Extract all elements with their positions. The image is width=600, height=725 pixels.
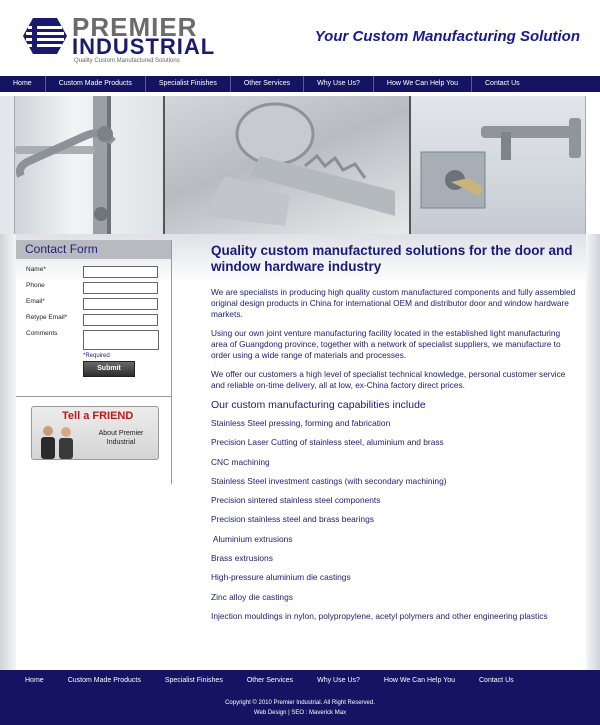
contact-form-title: Contact Form [16, 240, 171, 259]
footer-nav-how-we-can-help[interactable]: How We Can Help You [383, 676, 455, 684]
footer-nav [0, 670, 600, 690]
people-icon [36, 423, 80, 459]
capability-item: Injection mouldings in nylon, polypropylene, acetyl polymers and other engineering plastics [211, 610, 548, 621]
phone-label: Phone [26, 282, 45, 289]
right-shadow [586, 234, 600, 670]
capability-item: Precision sintered stainless steel components [211, 495, 381, 506]
banner-image-window-handle [15, 96, 165, 234]
nav-how-we-can-help[interactable]: How We Can Help You [374, 76, 472, 92]
capability-item: Stainless Steel pressing, forming and fabrication [211, 418, 391, 428]
footer-nav-specialist-finishes[interactable]: Specialist Finishes [164, 676, 223, 684]
capability-item: Zinc alloy die castings [211, 591, 293, 602]
capability-item: Brass extrusions [211, 553, 273, 564]
banner-image-door-lever [411, 96, 586, 234]
logo-text-premier: PREMIER [72, 12, 198, 42]
capability-item: Precision Laser Cutting of stainless steel, aluminium and brass [211, 437, 444, 448]
required-note: *Required [83, 353, 110, 359]
capability-item: High-pressure aluminium die castings [211, 572, 351, 583]
logo-text-industrial: INDUSTRIAL [72, 34, 216, 59]
site-slogan: Your Custom Manufacturing Solution [314, 28, 580, 45]
nav-other-services[interactable]: Other Services [231, 76, 304, 92]
credits-link[interactable]: Web Design | SEO : Maverick Max [253, 710, 347, 716]
capability-item: Stainless Steel investment castings (with secondary machining) [211, 475, 447, 486]
name-label: Name* [26, 266, 46, 273]
site-logo[interactable] [22, 12, 216, 64]
nav-specialist-finishes[interactable]: Specialist Finishes [146, 76, 231, 92]
banner-image-key-cylinder [165, 96, 411, 234]
capabilities-heading: Our custom manufacturing capabilities include [211, 399, 426, 411]
nav-home[interactable]: Home [0, 76, 46, 92]
site-header [0, 0, 600, 78]
tell-a-text: Tell a [62, 410, 90, 422]
nav-custom-made-products[interactable]: Custom Made Products [46, 76, 146, 92]
tell-a-friend-button[interactable] [31, 406, 159, 460]
submit-button[interactable]: Submit [83, 361, 135, 377]
footer-nav-why-use-us[interactable]: Why Use Us? [317, 676, 360, 684]
main-content [211, 243, 576, 630]
contact-form [16, 259, 171, 399]
capability-item: Aluminium extrusions [211, 533, 293, 544]
logo-tagline: Quality Custom Manufactured Solutions [74, 58, 180, 64]
capability-item: CNC machining [211, 456, 270, 467]
nav-contact-us[interactable]: Contact Us [485, 80, 520, 87]
footer-nav-other-services[interactable]: Other Services [246, 676, 294, 684]
email-input[interactable] [83, 298, 158, 310]
copyright [0, 698, 600, 718]
site-footer [0, 670, 600, 725]
nav-why-use-us[interactable]: Why Use Us? [304, 76, 374, 92]
capability-item: Precision stainless steel and brass bearings [211, 514, 374, 525]
comments-label: Comments [26, 330, 58, 337]
name-input[interactable] [83, 266, 158, 278]
facility-paragraph: Using our own joint venture manufacturing facility located in the established light manufacturing area of Guangdong province, together with a network of specialist suppliers, we manufacture to order using a wide range of materials and processes. [211, 328, 561, 360]
phone-input[interactable] [83, 282, 158, 294]
main-nav [0, 76, 600, 92]
copyright-text: Copyright © 2010 Premier Industrial. All Right Reserved. [225, 700, 375, 706]
logo-hexagon-icon [22, 16, 68, 56]
footer-nav-home[interactable]: Home [25, 676, 44, 684]
tell-a-friend-title [62, 410, 133, 422]
page-heading: Quality custom manufactured solutions for the door and window hardware industry [211, 243, 573, 274]
retype-email-label: Retype Email* [26, 314, 68, 321]
email-label: Email* [26, 298, 45, 305]
footer-nav-contact-us[interactable]: Contact Us [479, 676, 514, 684]
sidebar-divider [16, 396, 172, 397]
comments-textarea[interactable] [83, 330, 159, 350]
about-premier-text: About Premier Industrial [98, 430, 144, 446]
offer-paragraph: We offer our customers a high level of specialist technical knowledge, personal customer service and reliable on-time delivery, all at low, ex-China factory direct prices. [211, 369, 566, 390]
left-shadow [0, 234, 16, 670]
hero-banner [14, 96, 586, 234]
friend-text: FRIEND [92, 410, 134, 422]
footer-nav-custom-made-products[interactable]: Custom Made Products [67, 676, 141, 684]
retype-email-input[interactable] [83, 314, 158, 326]
intro-paragraph: We are specialists in producing high quality custom manufactured components and fully assembled original design products in China for international OEM and distributor door and window hardware markets. [211, 287, 576, 319]
